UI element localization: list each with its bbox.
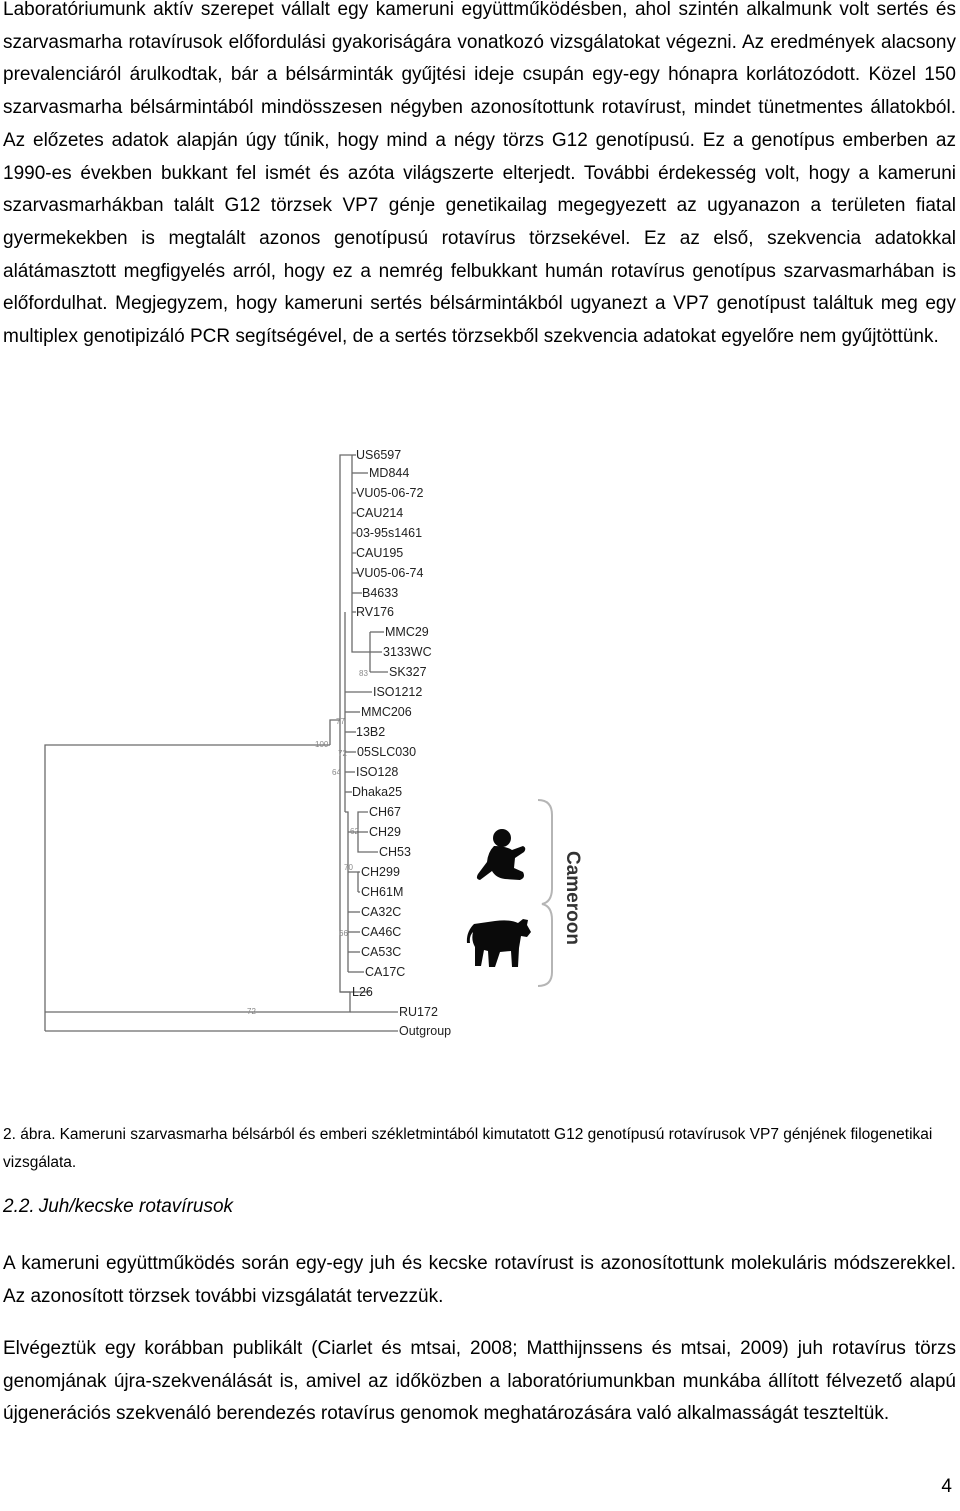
leaf-label: RU172 [399,1005,438,1019]
leaf-label: Dhaka25 [352,785,403,799]
leaf-label: 05SLC030 [357,745,417,759]
leaf-label: CH53 [379,845,411,859]
leaf-label: VU05-06-72 [356,486,424,500]
leaf-label: CA17C [365,965,406,979]
leaf-label: SK327 [389,665,427,679]
leaf-label: MMC206 [361,705,412,719]
leaf-label: VU05-06-74 [356,566,424,580]
leaf-label: CH61M [361,885,404,899]
bootstrap-value: 66 [339,929,348,938]
leaf-label: CA46C [361,925,402,939]
bootstrap-value: 64 [332,768,341,777]
leaf-label: 13B2 [356,725,386,739]
leaf-label: ISO128 [356,765,399,779]
bootstrap-value: 100 [315,740,329,749]
leaf-label: 03-95s1461 [356,526,423,540]
leaf-label: 3133WC [383,645,432,659]
leaf-label: RV176 [356,605,394,619]
leaf-label: CA32C [361,905,402,919]
figure-caption [3,1121,956,1177]
leaf-label: CAU195 [356,546,404,560]
leaf-label: Outgroup [399,1024,452,1038]
cameroon-bracket [538,800,552,986]
leaf-label: CA53C [361,945,402,959]
body-paragraph-1: Laboratóriumunk aktív szerepet vállalt egy kameruni együttműködésben, ahol szintén alkalmunk volt sertés és szarvasmarha rotavírusok előfordulási gyakoriságára vonatkozó vizsgálatokat végezni. Az eredmények alacsony prevalenciáról árulkodtak, bár a bélsárminták gyűjtési ideje csupán egy-egy hónapra korlátozódott. Közel 150 szarvasmarha bélsármintából mindösszesen négyben azonosítottunk rotavírust, mindet tünetmentes állatokból. Az előzetes adatok alapján úgy tűnik, hogy mind a négy törzs G12 genotípusú. Ez a genotípus emberben az 1990-es években bukkant fel ismét és azóta világszerte elterjedt. További érdekesség volt, hogy a kameruni szarvasmarhákban talált G12 törzsek VP7 génje genetikailag megegyezett az ugyanazon a területen fiatal gyermekekben is megtalált azonos genotípusú rotavírus törzsekével. Ez az első, szekvencia adatokkal alátámasztott megfigyelés arról, hogy ez a nemrég felbukkant humán rotavírus genotípus szarvasmarhában is előfordulhat. Megjegyzem, hogy kameruni sertés bélsármintákból ugyanezt a VP7 genotípust találtuk meg egy multiplex genotipizáló PCR segítségével, de a sertés törzsekből szekvencia adatokat egyelőre nem gyűjtöttünk. [3,0,956,348]
leaf-label: CH299 [361,865,400,879]
phylogenetic-tree [0,430,960,1110]
leaf-label: CH29 [369,825,401,839]
body-paragraph-3: Elvégeztük egy korábban publikált (Ciarlet és mtsai, 2008; Matthijnssens és mtsai, 2009) juh rotavírus törzs genomjának újra-szekvenálását is, amivel az időközben a laboratóriumunkban munkába állított félvezető alapú újgenerációs szekvenáló berendezés rotavírus genomok meghatározására való alkalmasságát teszteltük. [3,1338,956,1425]
figure-caption-label: 2. ábra. [3,1126,56,1143]
section-number: 2.2. [3,1196,35,1217]
leaf-label: B4633 [362,586,399,600]
bootstrap-value: 83 [359,669,368,678]
tree-branches [45,455,398,1031]
leaf-label: US6597 [356,448,402,462]
leaf-label: MD844 [369,466,410,480]
cameroon-label: Cameroon [562,851,583,945]
bootstrap-values [247,669,368,1016]
page-number: 4 [941,1476,952,1497]
bootstrap-value: 72 [247,1007,256,1016]
section-title: Juh/kecske rotavírusok [38,1196,234,1217]
leaf-label: ISO1212 [373,685,423,699]
bootstrap-value: 62 [350,827,359,836]
body-paragraph-2: A kameruni együttműködés során egy-egy juh és kecske rotavírust is azonosítottunk molekuláris módszerekkel. Az azonosított törzsek további vizsgálatát tervezzük. [3,1253,956,1307]
leaf-label: L26 [352,985,373,999]
leaf-label: CH67 [369,805,401,819]
tree-leaf-labels [352,448,451,1038]
bootstrap-value: 70 [344,863,353,872]
phylogenetic-tree-figure [0,430,960,1110]
section-heading [3,1196,233,1218]
bootstrap-value: 77 [336,717,345,726]
bootstrap-value: 72 [338,749,347,758]
figure-caption-text: Kameruni szarvasmarha bélsárból és emberi székletmintából kimutatott G12 genotípusú rotavírusok VP7 génjének filogenetikai vizsgálata. [3,1126,933,1171]
child-silhouette-icon [477,829,525,880]
leaf-label: MMC29 [385,625,429,639]
cow-silhouette-icon [467,919,531,967]
leaf-label: CAU214 [356,506,404,520]
